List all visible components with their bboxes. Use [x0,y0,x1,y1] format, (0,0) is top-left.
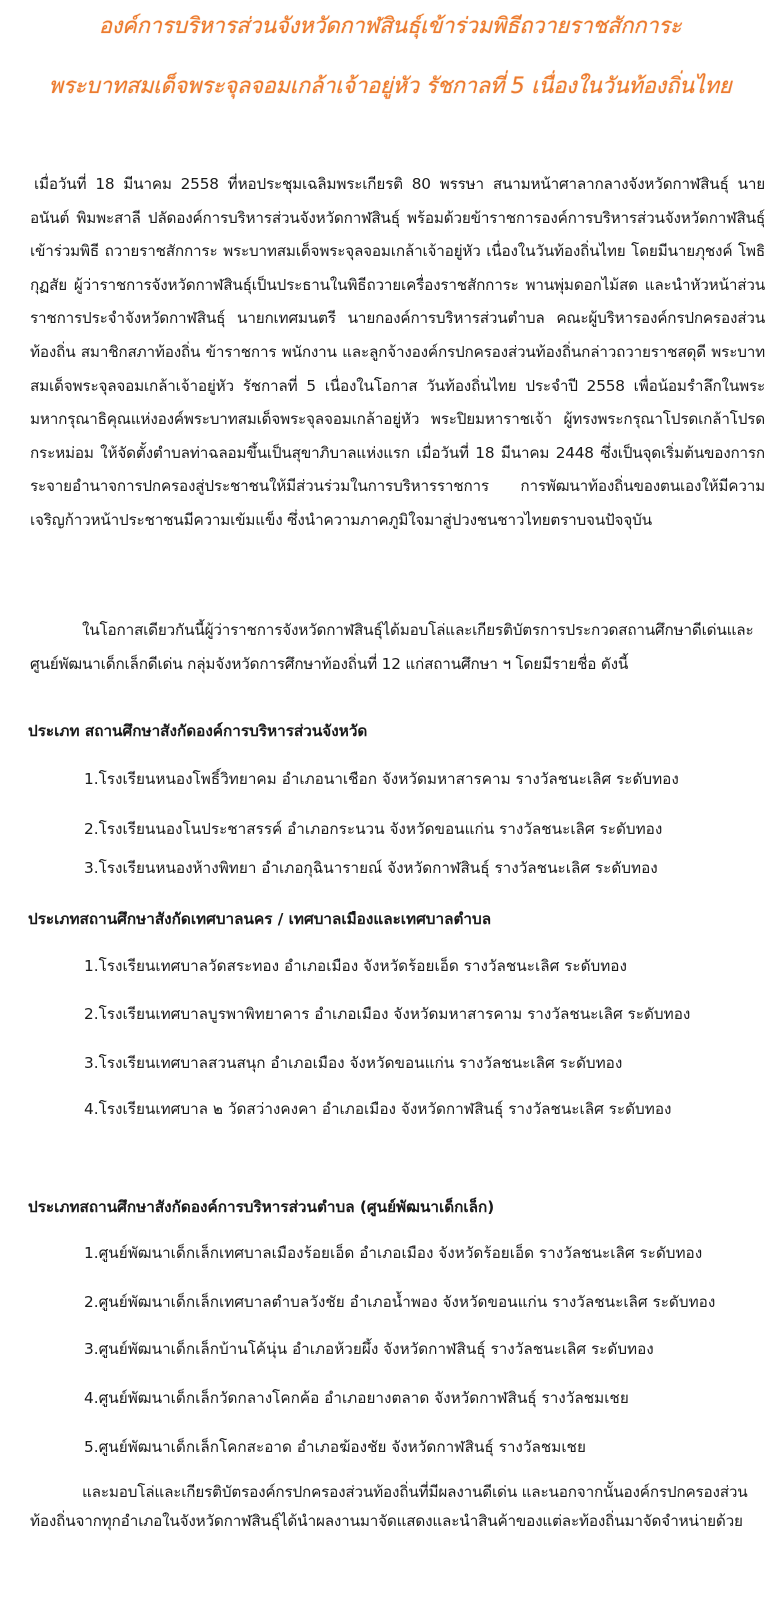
award-list-item: 1.โรงเรียนหนองโพธิ์วิทยาคม อำเภอนาเชือก จังหวัดมหาสารคาม รางวัลชนะเลิศ ระดับทอง [84,770,679,788]
category-heading-subdistrict: ประเภทสถานศึกษาสังกัดองค์การบริหารส่วนตำบล (ศูนย์พัฒนาเด็กเล็ก) [28,1198,495,1216]
award-list-item: 2.โรงเรียนเทศบาลบูรพาพิทยาคาร อำเภอเมือง จังหวัดมหาสารคาม รางวัลชนะเลิศ ระดับทอง [84,1005,691,1023]
headline-line-1: องค์การบริหารส่วนจังหวัดกาฬสินธุ์เข้าร่วมพิธีถวายราชสักการะ [98,14,682,39]
award-list-item: 4.ศูนย์พัฒนาเด็กเล็กวัดกลางโคกค้อ อำเภอยางตลาด จังหวัดกาฬสินธุ์ รางวัลชมเชย [84,1389,629,1407]
award-list-item: 3.โรงเรียนเทศบาลสวนสนุก อำเภอเมือง จังหวัดขอนแก่น รางวัลชนะเลิศ ระดับทอง [84,1054,623,1072]
category-heading-provincial: ประเภท สถานศึกษาสังกัดองค์การบริหารส่วนจังหวัด [28,722,368,740]
award-list-item: 2.ศูนย์พัฒนาเด็กเล็กเทศบาลตำบลวังชัย อำเภอน้ำพอง จังหวัดขอนแก่น รางวัลชนะเลิศ ระดับทอง [84,1293,716,1311]
award-list-item: 3.โรงเรียนหนองห้างพิทยา อำเภอกุฉินารายณ์ จังหวัดกาฬสินธุ์ รางวัลชนะเลิศ ระดับทอง [84,859,658,877]
body-paragraph-2: ในโอกาสเดียวกันนี้ผู้ว่าราชการจังหวัดกาฬสินธุ์ได้มอบโล่และเกียรติบัตรการประกวดสถานศึกษาดีเด่นและศูนย์พัฒนาเด็กเล็กดีเด่น กลุ่มจังหวัดการศึกษาท้องถิ่นที่ 12 แก่สถานศึกษา ฯ โดยมีรายชื่อ ดังนี้ [30,621,754,673]
award-list-item: 1.ศูนย์พัฒนาเด็กเล็กเทศบาลเมืองร้อยเอ็ด อำเภอเมือง จังหวัดร้อยเอ็ด รางวัลชนะเลิศ ระดับทอง [84,1244,703,1262]
body-paragraph-3: และมอบโล่และเกียรติบัตรองค์กรปกครองส่วนท้องถิ่นที่มีผลงานดีเด่น และนอกจากนั้นองค์กรปกครองส่วนท้องถิ่นจากทุกอำเภอในจังหวัดกาฬสินธุ์ได้นำผลงานมาจัดแสดงและนำสินค้าของแต่ละท้องถิ่นมาจัดจำหน่ายด้วย [30,1483,748,1530]
award-list-item: 3.ศูนย์พัฒนาเด็กเล็กบ้านโค้นุ่น อำเภอห้วยผึ้ง จังหวัดกาฬสินธุ์ รางวัลชนะเลิศ ระดับทอง [84,1340,654,1358]
headline-line-2: พระบาทสมเด็จพระจุลจอมเกล้าเจ้าอยู่หัว รัชกาลที่ 5 เนื่องในวันท้องถิ่นไทย [48,74,732,99]
award-list-item: 1.โรงเรียนเทศบาลวัดสระทอง อำเภอเมือง จังหวัดร้อยเอ็ด รางวัลชนะเลิศ ระดับทอง [84,957,627,975]
award-list-item: 2.โรงเรียนนองโนประชาสรรค์ อำเภอกระนวน จังหวัดขอนแก่น รางวัลชนะเลิศ ระดับทอง [84,820,663,838]
category-heading-municipal: ประเภทสถานศึกษาสังกัดเทศบาลนคร / เทศบาลเมืองและเทศบาลตำบล [28,910,492,928]
body-paragraph-1: เมื่อวันที่ 18 มีนาคม 2558 ที่หอประชุมเฉลิมพระเกียรติ 80 พรรษา สนามหน้าศาลากลางจังหวัดกาฬสินธุ์ นายอนันต์ พิมพะสาลี ปลัดองค์การบริหารส่วนจังหวัดกาฬสินธุ์ พร้อมด้วยข้าราชการองค์การบริหารส่วนจังหวัดกาฬสินธุ์เข้าร่วมพิธี ถวายราชสักการะ พระบาทสมเด็จพระจุลจอมเกล้าเจ้าอยู่หัว เนื่องในวันท้องถิ่นไทย โดยมีนายภุชงค์ โพธิกุฏสัย ผู้ว่าราชการจังหวัดกาฬสินธุ์เป็นประธานในพิธีถวายเครื่องราชสักการะ พานพุ่มดอกไม้สด และนำหัวหน้าส่วนราชการประจำจังหวัดกาฬสินธุ์ นายกเทศมนตรี นายกองค์การบริหารส่วนตำบล คณะผู้บริหารองค์กรปกครองส่วนท้องถิ่น สมาชิกสภาท้องถิ่น ข้าราชการ พนักงาน และลูกจ้างองค์กรปกครองส่วนท้องถิ่นกล่าวถวายราชสดุดี พระบาทสมเด็จพระจุลจอมเกล้าเจ้าอยู่หัว รัชกาลที่ 5 เนื่องในโอกาส วันท้องถิ่นไทย ประจำปี 2558 เพื่อน้อมรำลึกในพระมหากรุณาธิคุณแห่งองค์พระบาทสมเด็จพระจุลจอมเกล้าอยู่หัว พระปิยมหาราชเจ้า ผู้ทรงพระกรุณาโปรดเกล้าโปรดกระหม่อม ให้จัดตั้งตำบลท่าฉลอมขึ้นเป็นสุขาภิบาลแห่งแรก เมื่อวันที่ 18 มีนาคม 2448 ซึ่งเป็นจุดเริ่มต้นของการกระจายอำนาจการปกครองสู่ประชาชนให้มีส่วนร่วมในการบริหารราชการ การพัฒนาท้องถิ่นของตนเองให้มีความเจริญก้าวหน้าประชาชนมีความเข้มแข็ง ซึ่งนำความภาคภูมิใจมาสู่ปวงชนชาวไทยตราบจนปัจจุบัน [30,175,765,529]
award-list-item: 4.โรงเรียนเทศบาล ๒ วัดสว่างคงคา อำเภอเมือง จังหวัดกาฬสินธุ์ รางวัลชนะเลิศ ระดับทอง [84,1100,672,1118]
award-list-item: 5.ศูนย์พัฒนาเด็กเล็กโคกสะอาด อำเภอฆ้องชัย จังหวัดกาฬสินธุ์ รางวัลชมเชย [84,1438,586,1456]
